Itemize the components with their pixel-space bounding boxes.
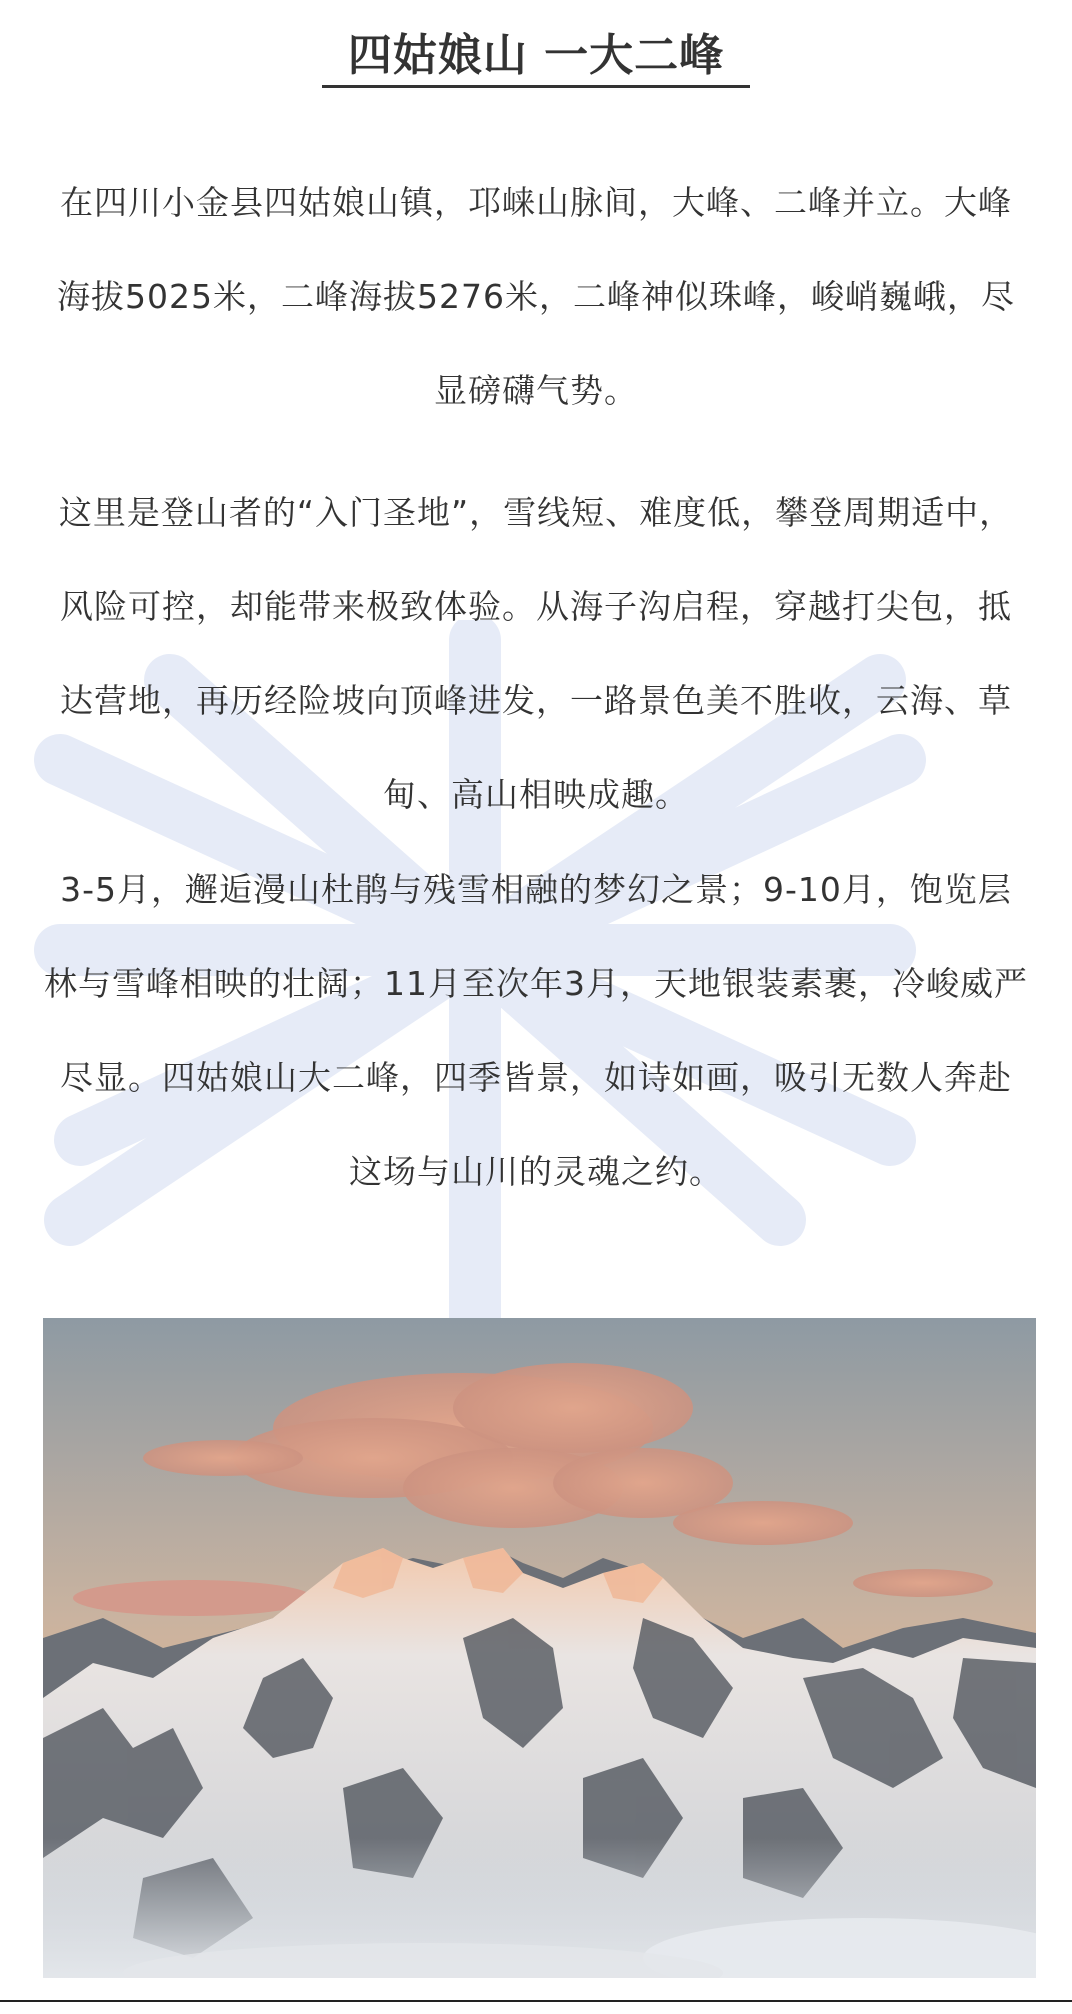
paragraph-seasons: 3-5月，邂逅漫山杜鹃与残雪相融的梦幻之景；9-10月，饱览层林与雪峰相映的壮阔；11月至次年3月，天地银装素裹，冷峻威严尽显。四姑娘山大二峰，四季皆景，如诗如画，吸引无数人奔赴这场与山川的灵魂之约。 [44, 870, 1028, 1191]
article-title [0, 28, 1072, 88]
paragraph-intro: 在四川小金县四姑娘山镇，邛崃山脉间，大峰、二峰并立。大峰海拔5025米，二峰海拔5276米，二峰神似珠峰，峻峭巍峨，尽显磅礴气势。 [57, 183, 1015, 410]
mountain-photo [43, 1318, 1036, 1978]
paragraph-climbing: 这里是登山者的“入门圣地”，雪线短、难度低，攀登周期适中，风险可控，却能带来极致体验。从海子沟启程，穿越打尖包，抵达营地，再历经险坡向顶峰进发，一路景色美不胜收，云海、草甸、高山相映成趣。 [58, 493, 1014, 814]
article-title-text: 四姑娘山 一大二峰 [322, 28, 750, 88]
